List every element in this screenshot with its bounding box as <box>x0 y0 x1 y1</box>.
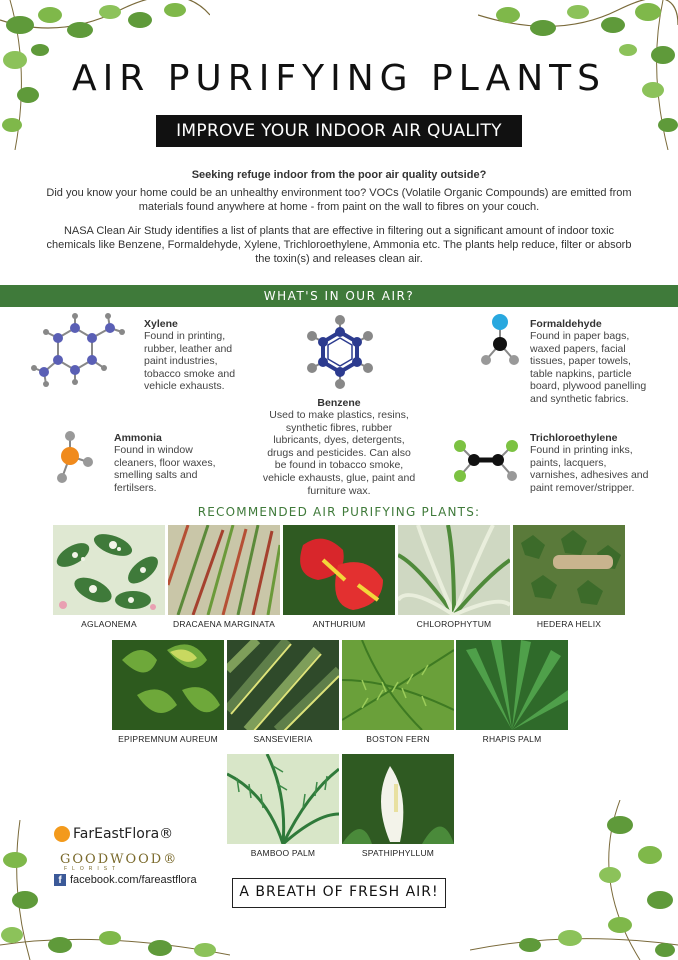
plant-card-chlorophytum <box>398 525 510 633</box>
plant-name: DRACAENA MARGINATA <box>168 615 280 633</box>
plant-name: HEDERA HELIX <box>513 615 625 633</box>
plant-name: SPATHIPHYLLUM <box>342 844 454 862</box>
page-subtitle: IMPROVE YOUR INDOOR AIR QUALITY <box>156 115 522 147</box>
chemical-description: Found in paper bags, waxed papers, facial tissues, paper towels, table napkins, particle board, plywood panelling and synthetic fabrics. <box>530 330 647 405</box>
plant-card-boston-fern <box>342 640 454 748</box>
intro-paragraph: NASA Clean Air Study identifies a list of plants that are effective in filtering out a significant amount of indoor toxic chemicals like Benzene, Formaldehyde, Xylene, Trichloroethylene, Ammonia etc. The plants help reduce, filter or absorb the toxin(s) and releases clean air. <box>46 225 632 265</box>
chemical-formaldehyde <box>530 318 650 406</box>
spathiphyllum-photo <box>342 754 454 844</box>
plant-card-rhapis-palm <box>456 640 568 748</box>
goodwood-logo: GOODWOOD® <box>60 852 179 867</box>
plant-card-dracaena-marginata <box>168 525 280 633</box>
chemical-description: Found in printing, rubber, leather and paint industries, tobacco smoke and vehicle exhausts. <box>144 330 236 393</box>
chemical-name: Xylene <box>144 318 178 330</box>
plant-card-spathiphyllum <box>342 754 454 862</box>
plant-name: CHLOROPHYTUM <box>398 615 510 633</box>
rhapis-palm-photo <box>456 640 568 730</box>
xylene-molecule-icon <box>30 310 130 395</box>
epipremnum-aureum-photo <box>112 640 224 730</box>
fareastflora-logo <box>54 826 173 842</box>
formaldehyde-molecule-icon <box>478 312 522 377</box>
facebook-link[interactable] <box>54 874 197 886</box>
chemical-name: Trichloroethylene <box>530 432 618 444</box>
boston-fern-photo <box>342 640 454 730</box>
slogan-box: A BREATH OF FRESH AIR! <box>232 878 446 908</box>
chemical-description: Found in printing inks, paints, lacquers, varnishes, adhesives and paint remover/stripper. <box>530 444 649 494</box>
plant-name: ANTHURIUM <box>283 615 395 633</box>
section-heading-plants: RECOMMENDED AIR PURIFYING PLANTS: <box>197 505 481 519</box>
plant-name: BOSTON FERN <box>342 730 454 748</box>
ammonia-molecule-icon <box>52 428 102 493</box>
chemical-name: Formaldehyde <box>530 318 602 330</box>
anthurium-photo <box>283 525 395 615</box>
dracaena-marginata-photo <box>168 525 280 615</box>
sansevieria-photo <box>227 640 339 730</box>
flower-icon <box>54 826 70 842</box>
plant-name: SANSEVIERIA <box>227 730 339 748</box>
plant-card-epipremnum-aureum <box>112 640 224 748</box>
intro-paragraph: Did you know your home could be an unhealthy environment too? VOCs (Volatile Organic Compounds) are emitted from materials found anywhere at home - from paint on the wall to fibres on your couch. <box>46 187 632 213</box>
section-heading-air: WHAT'S IN OUR AIR? <box>0 285 678 307</box>
page-title: AIR PURIFYING PLANTS <box>72 58 606 99</box>
facebook-icon: f <box>54 874 66 886</box>
benzene-molecule-icon <box>300 312 380 397</box>
plant-name: AGLAONEMA <box>53 615 165 633</box>
chlorophytum-photo <box>398 525 510 615</box>
facebook-url: facebook.com/fareastflora <box>70 874 197 886</box>
plant-name: EPIPREMNUM AUREUM <box>112 730 224 748</box>
goodwood-sublabel: FLORIST <box>64 866 121 872</box>
plant-name: BAMBOO PALM <box>227 844 339 862</box>
chemical-benzene <box>262 397 416 497</box>
chemical-trichloroethylene <box>530 432 654 494</box>
bamboo-palm-photo <box>227 754 339 844</box>
plant-card-anthurium <box>283 525 395 633</box>
intro-question: Seeking refuge indoor from the poor air quality outside? <box>191 169 487 181</box>
chemical-name: Ammonia <box>114 432 162 444</box>
brand-name: FarEastFlora® <box>73 826 174 842</box>
aglaonema-photo <box>53 525 165 615</box>
hedera-helix-photo <box>513 525 625 615</box>
plant-name: RHAPIS PALM <box>456 730 568 748</box>
plant-card-sansevieria <box>227 640 339 748</box>
plant-card-bamboo-palm <box>227 754 339 862</box>
plant-card-aglaonema <box>53 525 165 633</box>
ivy-decoration-bottom-right <box>470 800 678 960</box>
chemical-ammonia <box>114 432 226 494</box>
chemical-name: Benzene <box>317 397 361 409</box>
plant-card-hedera-helix <box>513 525 625 633</box>
chemical-description: Used to make plastics, resins, synthetic fibres, rubber lubricants, dyes, detergents, drugs and pesticides. Can also be found in tobacco smoke, vehicle exhausts, glue, paint and furniture wax. <box>262 409 416 497</box>
trichloroethylene-molecule-icon <box>452 436 522 491</box>
chemical-description: Found in window cleaners, floor waxes, smelling salts and fertilsers. <box>114 444 216 494</box>
chemical-xylene <box>144 318 254 393</box>
